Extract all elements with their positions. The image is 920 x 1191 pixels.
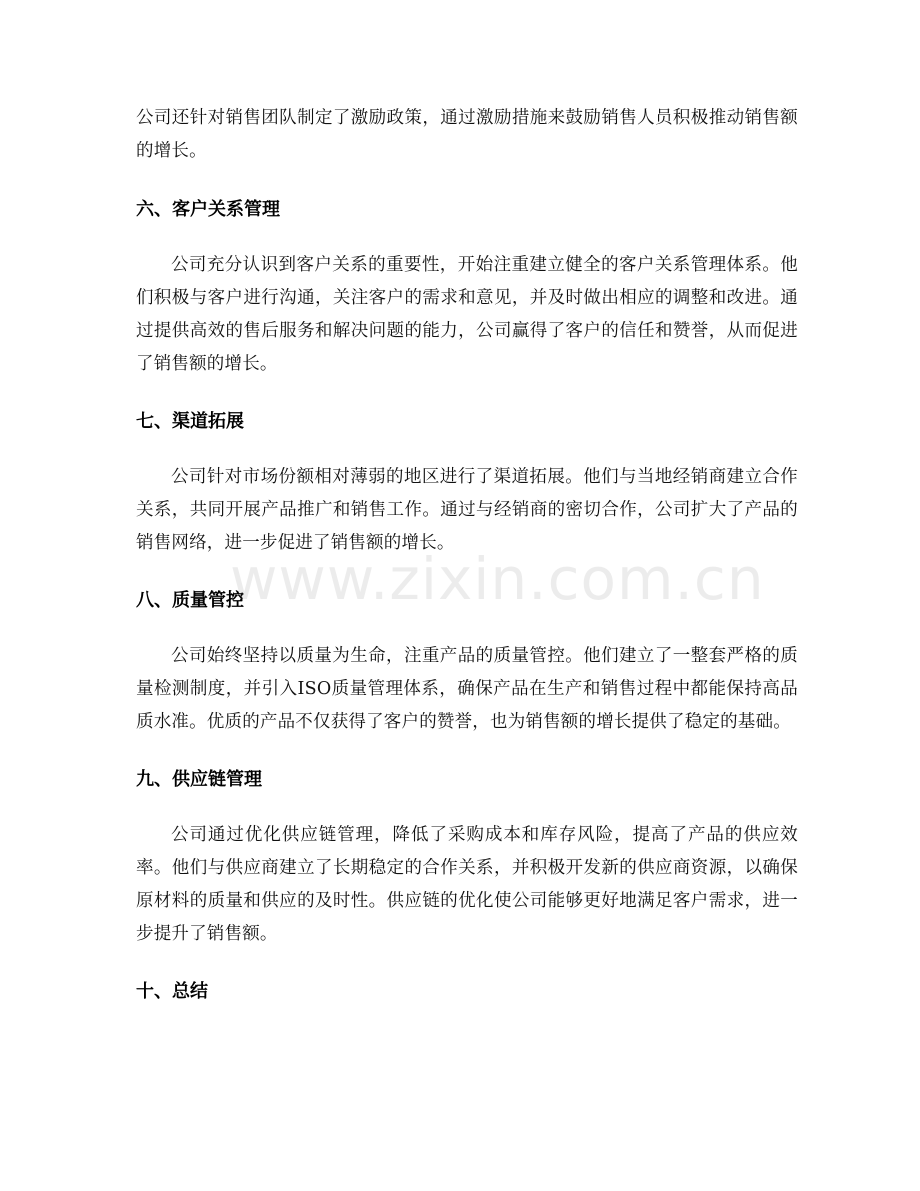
section-paragraph-channel-expansion: 公司针对市场份额相对薄弱的地区进行了渠道拓展。他们与当地经销商建立合作关系，共同开展产品推广和销售工作。通过与经销商的密切合作，公司扩大了产品的销售网络，进一步促进了销售额的增长。 [136,467,798,553]
section-heading-customer-relations: 六、客户关系管理 [136,199,280,220]
section-paragraph-supply-chain: 公司通过优化供应链管理，降低了采购成本和库存风险，提高了产品的供应效率。他们与供应商建立了长期稳定的合作关系，并积极开发新的供应商资源，以确保原材料的质量和供应的及时性。供应链的优化使公司能够更好地满足客户需求，进一步提升了销售额。 [136,825,798,944]
section-paragraph-customer-relations: 公司充分认识到客户关系的重要性，开始注重建立健全的客户关系管理体系。他们积极与客户进行沟通，关注客户的需求和意见，并及时做出相应的调整和改进。通过提供高效的售后服务和解决问题的能力，公司赢得了客户的信任和赞誉，从而促进了销售额的增长。 [136,255,798,374]
intro-paragraph: 公司还针对销售团队制定了激励政策，通过激励措施来鼓励销售人员积极推动销售额的增长。 [136,108,798,161]
section-heading-summary: 十、总结 [136,981,208,1002]
section-heading-quality-control: 八、质量管控 [136,590,244,611]
section-heading-channel-expansion: 七、渠道拓展 [136,411,244,432]
document-body [136,102,798,1008]
section-paragraph-quality-control: 公司始终坚持以质量为生命，注重产品的质量管控。他们建立了一整套严格的质量检测制度，并引入ISO质量管理体系，确保产品在生产和销售过程中都能保持高品质水准。优质的产品不仅获得了客户的赞誉，也为销售额的增长提供了稳定的基础。 [136,646,798,732]
section-heading-supply-chain: 九、供应链管理 [136,769,262,790]
watermark: www.zixin.com.cn [230,545,765,613]
